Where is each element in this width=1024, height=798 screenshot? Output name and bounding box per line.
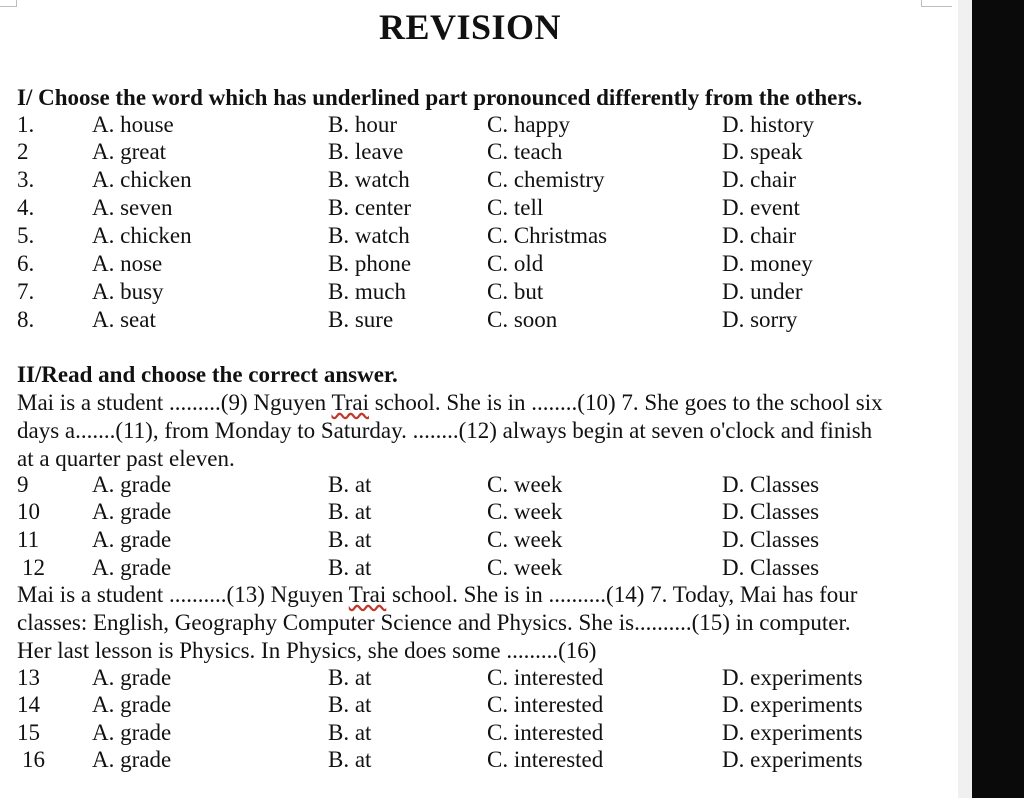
- option-b: B. at: [328, 527, 372, 552]
- option-c: C. interested: [487, 665, 604, 690]
- option-b: B. at: [328, 499, 372, 524]
- option-a: A. chicken: [92, 167, 192, 192]
- question-number: 14: [17, 692, 40, 717]
- question-row: [0, 499, 958, 526]
- reading-passage-2: [17, 581, 937, 665]
- passage-line: [17, 389, 937, 417]
- option-d: D. Classes: [722, 555, 820, 580]
- option-d: D. experiments: [722, 692, 863, 717]
- option-b: B. much: [328, 279, 406, 304]
- option-c: C. week: [487, 472, 563, 497]
- option-a: A. great: [92, 139, 167, 164]
- option-d: D. event: [722, 195, 800, 220]
- passage-text: Mai is a student ..........(13) Nguyen: [17, 582, 349, 607]
- option-b: B. center: [328, 195, 412, 220]
- option-a: A. grade: [92, 499, 172, 524]
- option-c: C. chemistry: [487, 167, 605, 192]
- question-row: [0, 747, 958, 774]
- question-number: 4.: [17, 195, 35, 220]
- option-c: C. interested: [487, 747, 604, 772]
- option-d: D. under: [722, 279, 803, 304]
- passage-text: school. She is in ..........(14) 7. Today, Mai has four: [386, 582, 858, 607]
- section-1-heading: I/ Choose the word which has underlined part pronounced differently from the others.: [17, 85, 863, 110]
- question-row: [0, 555, 958, 582]
- passage-text: Mai is a student .........(9) Nguyen: [17, 390, 332, 415]
- question-row: [0, 167, 958, 194]
- option-b: B. phone: [328, 251, 412, 276]
- option-c: C. happy: [487, 112, 571, 137]
- option-d: D. history: [722, 112, 814, 137]
- passage-line: [17, 581, 937, 609]
- option-d: D. Classes: [722, 472, 820, 497]
- option-b: B. at: [328, 555, 372, 580]
- question-row: [0, 223, 958, 250]
- option-a: A. grade: [92, 472, 172, 497]
- option-a: A. chicken: [92, 223, 192, 248]
- passage-line: classes: English, Geography Computer Science and Physics. She is..........(15) in computer.: [17, 610, 851, 635]
- option-b: B. at: [328, 747, 372, 772]
- option-c: C. but: [487, 279, 544, 304]
- question-number: 8.: [17, 307, 35, 332]
- question-number: 10: [17, 499, 40, 524]
- passage-text: school. She is in ........(10) 7. She goes to the school six: [369, 390, 883, 415]
- option-d: D. experiments: [722, 665, 863, 690]
- passage-line: Her last lesson is Physics. In Physics, she does some .........(16): [17, 638, 597, 663]
- option-c: C. teach: [487, 139, 563, 164]
- option-c: C. tell: [487, 195, 544, 220]
- option-b: B. at: [328, 692, 372, 717]
- question-row: [0, 279, 958, 306]
- option-c: C. week: [487, 555, 563, 580]
- question-row: [0, 139, 958, 166]
- option-b: B. watch: [328, 167, 410, 192]
- option-a: A. nose: [92, 251, 163, 276]
- spellcheck-word: Trai: [348, 582, 387, 607]
- question-row: [0, 720, 958, 747]
- window-edge-bar: [972, 0, 1024, 798]
- passage-line: days a.......(11), from Monday to Saturday. ........(12) always begin at seven o'clock and finish: [17, 418, 873, 443]
- question-number: 9: [17, 472, 29, 497]
- option-c: C. old: [487, 251, 544, 276]
- page-title: REVISION: [378, 7, 562, 47]
- option-b: B. watch: [328, 223, 410, 248]
- reading-passage-1: [17, 389, 937, 473]
- question-row: [0, 692, 958, 719]
- option-d: D. Classes: [722, 499, 820, 524]
- option-c: C. interested: [487, 692, 604, 717]
- option-b: B. sure: [328, 307, 394, 332]
- option-a: A. seat: [92, 307, 156, 332]
- option-d: D. chair: [722, 167, 797, 192]
- option-a: A. seven: [92, 195, 173, 220]
- option-a: A. house: [92, 112, 174, 137]
- option-a: A. grade: [92, 665, 172, 690]
- question-row: [0, 112, 958, 139]
- option-d: D. sorry: [722, 307, 798, 332]
- question-number: 3.: [17, 167, 35, 192]
- question-number: 5.: [17, 223, 35, 248]
- question-number: 16: [22, 747, 45, 772]
- option-d: D. money: [722, 251, 813, 276]
- option-c: C. Christmas: [487, 223, 608, 248]
- question-row: [0, 307, 958, 334]
- option-a: A. grade: [92, 747, 172, 772]
- question-number: 12: [22, 555, 45, 580]
- window-gap: [958, 0, 972, 798]
- question-number: 15: [17, 720, 40, 745]
- option-b: B. leave: [328, 139, 404, 164]
- question-row: [0, 251, 958, 278]
- option-d: D. experiments: [722, 720, 863, 745]
- question-row: [0, 472, 958, 499]
- option-c: C. soon: [487, 307, 558, 332]
- question-row: [0, 195, 958, 222]
- option-c: C. interested: [487, 720, 604, 745]
- option-d: D. chair: [722, 223, 797, 248]
- question-row: [0, 665, 958, 692]
- option-d: D. speak: [722, 139, 803, 164]
- question-number: 7.: [17, 279, 35, 304]
- option-d: D. experiments: [722, 747, 863, 772]
- spellcheck-word: Trai: [331, 390, 370, 415]
- option-a: A. grade: [92, 692, 172, 717]
- passage-line: at a quarter past eleven.: [17, 446, 235, 471]
- section-2-heading: II/Read and choose the correct answer.: [17, 362, 398, 387]
- option-b: B. at: [328, 665, 372, 690]
- option-b: B. at: [328, 720, 372, 745]
- option-a: A. grade: [92, 527, 172, 552]
- question-row: [0, 527, 958, 554]
- option-a: A. grade: [92, 555, 172, 580]
- option-b: B. at: [328, 472, 372, 497]
- question-number: 2: [17, 139, 29, 164]
- option-b: B. hour: [328, 112, 397, 137]
- question-number: 1.: [17, 112, 35, 137]
- option-c: C. week: [487, 499, 563, 524]
- question-number: 11: [17, 527, 40, 552]
- question-number: 6.: [17, 251, 35, 276]
- option-a: A. grade: [92, 720, 172, 745]
- option-c: C. week: [487, 527, 563, 552]
- question-number: 13: [17, 665, 40, 690]
- option-a: A. busy: [92, 279, 164, 304]
- option-d: D. Classes: [722, 527, 820, 552]
